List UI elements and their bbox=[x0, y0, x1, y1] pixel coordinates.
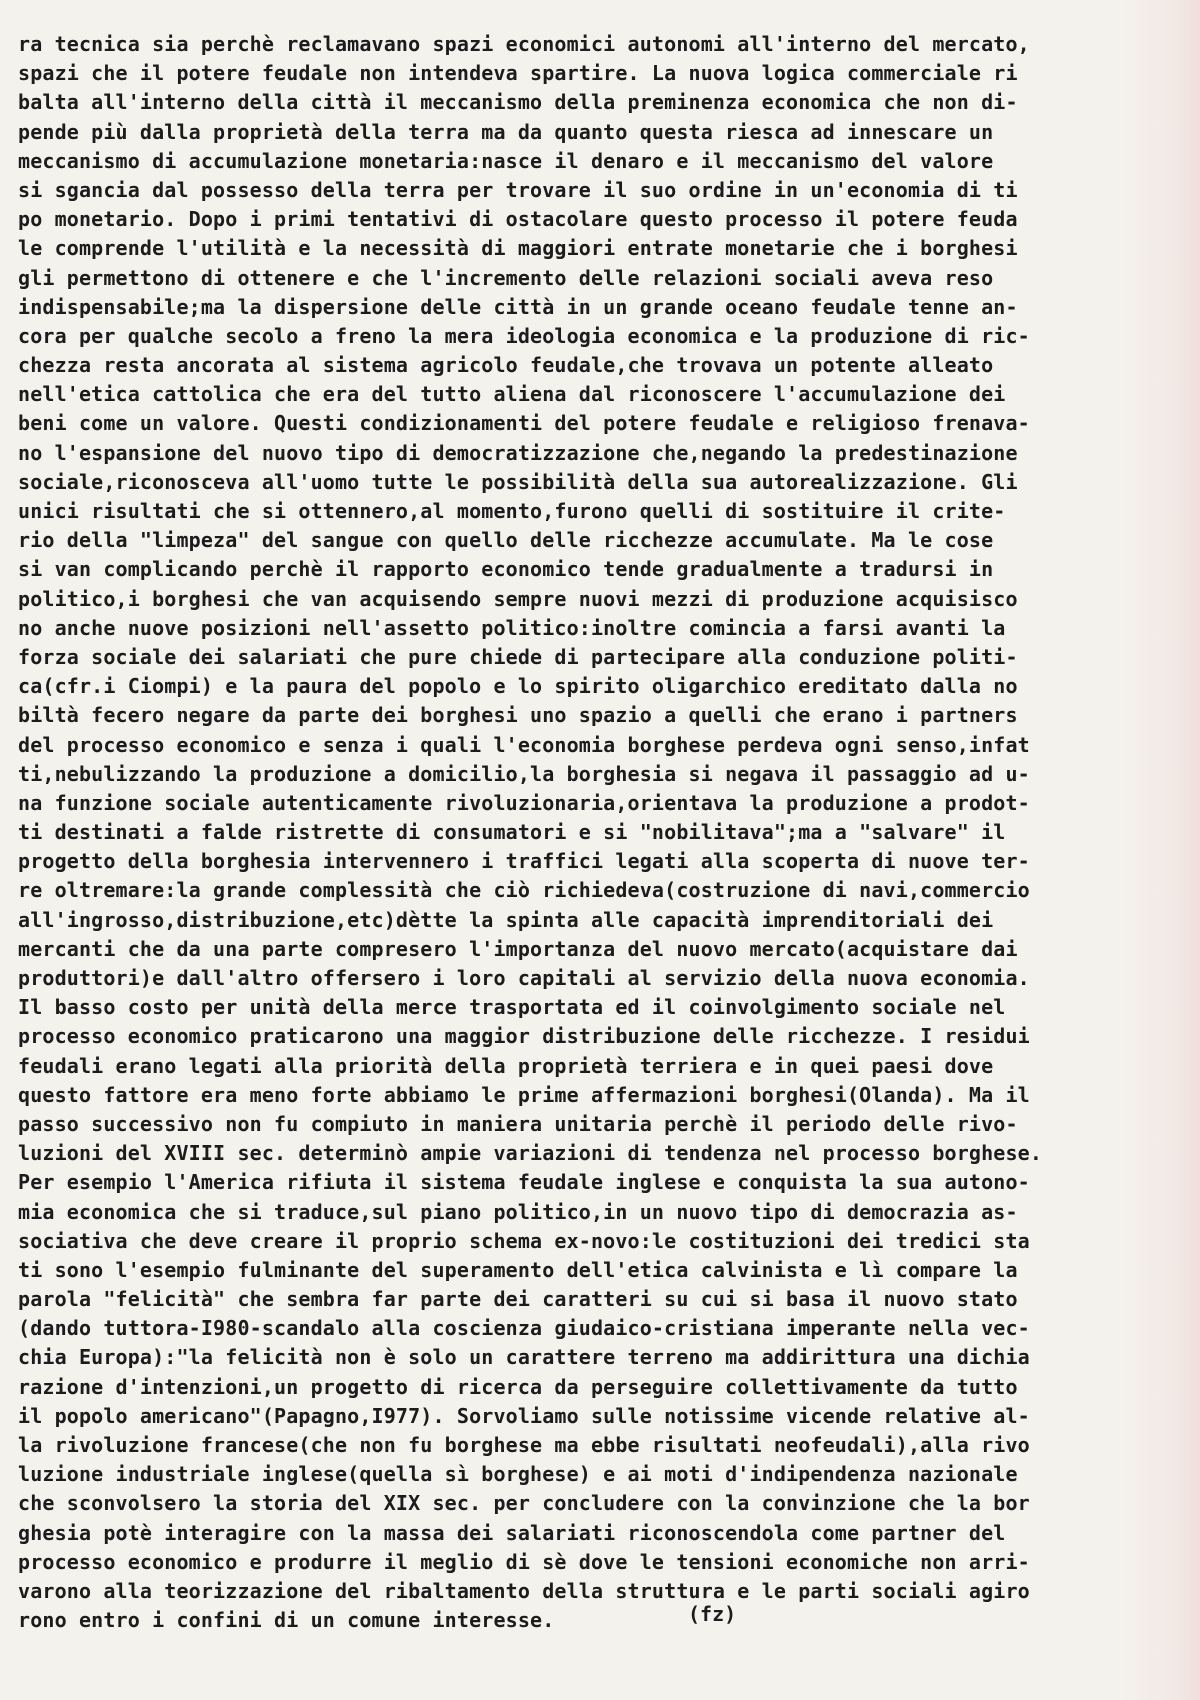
text-line: ti sono l'esempio fulminante del superamento dell'etica calvinista e lì compare la bbox=[18, 1257, 1018, 1282]
text-line: il popolo americano"(Papagno,I977). Sorvoliamo sulle notissime vicende relative al- bbox=[18, 1403, 1030, 1428]
text-line: luzioni del XVIII sec. determinò ampie variazioni di tendenza nel processo borghese. bbox=[18, 1141, 1043, 1166]
text-line: biltà fecero negare da parte dei borghesi uno spazio a quelli che erano i partners bbox=[18, 703, 1018, 728]
text-line: mia economica che si traduce,sul piano politico,in un nuovo tipo di democrazia as- bbox=[18, 1199, 1018, 1224]
text-line: no l'espansione del nuovo tipo di democratizzazione che,negando la predestinazione bbox=[18, 440, 1018, 465]
text-line: spazi che il potere feudale non intendeva spartire. La nuova logica commerciale ri bbox=[18, 61, 1018, 86]
text-line: (dando tuttora-I980-scandalo alla coscienza giudaico-cristiana imperante nella vec- bbox=[18, 1316, 1030, 1341]
text-line: re oltremare:la grande complessità che ciò richiedeva(costruzione di navi,commercio bbox=[18, 878, 1030, 903]
text-line: questo fattore era meno forte abbiamo le prime affermazioni borghesi(Olanda). Ma il bbox=[18, 1082, 1030, 1107]
text-line: rono entro i confini di un comune interesse. bbox=[18, 1608, 555, 1633]
text-line: Per esempio l'America rifiuta il sistema feudale inglese e conquista la sua autono- bbox=[18, 1170, 1030, 1195]
text-line: pende più dalla proprietà della terra ma da quanto questa riesca ad innescare un bbox=[18, 119, 994, 144]
text-line: ca(cfr.i Ciompi) e la paura del popolo e lo spirito oligarchico ereditato dalla no bbox=[18, 674, 1018, 699]
text-line: nell'etica cattolica che era del tutto aliena dal riconoscere l'accumulazione dei bbox=[18, 382, 1006, 407]
text-line: del processo economico e senza i quali l'economia borghese perdeva ogni senso,infat bbox=[18, 732, 1030, 757]
body-text bbox=[18, 30, 1098, 1635]
text-line: la rivoluzione francese(che non fu borghese ma ebbe risultati neofeudali),alla rivo bbox=[18, 1433, 1030, 1457]
text-line: varono alla teorizzazione del ribaltamento della struttura e le parti sociali agiro bbox=[18, 1578, 1030, 1603]
text-line: mercanti che da una parte compresero l'importanza del nuovo mercato(acquistare dai bbox=[18, 936, 1018, 961]
text-line: rio della "limpeza" del sangue con quello delle ricchezze accumulate. Ma le cose bbox=[18, 528, 994, 553]
text-line: produttori)e dall'altro offersero i loro capitali al servizio della nuova economia. bbox=[18, 966, 1030, 990]
text-line: sociativa che deve creare il proprio schema ex-novo:le costituzioni dei tredici sta bbox=[18, 1228, 1030, 1253]
author-initials: (fz) bbox=[688, 1602, 737, 1626]
text-line: all'ingrosso,distribuzione,etc)dètte la spinta alle capacità imprenditoriali dei bbox=[18, 907, 994, 932]
text-line: le comprende l'utilità e la necessità di maggiori entrate monetarie che i borghesi bbox=[18, 236, 1018, 261]
text-line: beni come un valore. Questi condizionamenti del potere feudale e religioso frenava- bbox=[18, 411, 1030, 436]
text-line: parola "felicità" che sembra far parte dei caratteri su cui si basa il nuovo stato bbox=[18, 1287, 1018, 1312]
text-line: po monetario. Dopo i primi tentativi di ostacolare questo processo il potere feuda bbox=[18, 207, 1018, 232]
text-line: passo successivo non fu compiuto in maniera unitaria perchè il periodo delle rivo- bbox=[18, 1111, 1018, 1136]
text-line: progetto della borghesia intervennero i traffici legati alla scoperta di nuove ter- bbox=[18, 849, 1030, 874]
text-line: Il basso costo per unità della merce trasportata ed il coinvolgimento sociale nel bbox=[18, 995, 1006, 1020]
text-line: si sgancia dal possesso della terra per trovare il suo ordine in un'economia di ti bbox=[18, 177, 1018, 202]
text-line: politico,i borghesi che van acquisendo sempre nuovi mezzi di produzione acquisisco bbox=[18, 586, 1018, 611]
text-line: meccanismo di accumulazione monetaria:nasce il denaro e il meccanismo del valore bbox=[18, 148, 994, 173]
text-line: unici risultati che si ottennero,al momento,furono quelli di sostituire il crite- bbox=[18, 499, 1006, 523]
text-line: che sconvolsero la storia del XIX sec. per concludere con la convinzione che la bor bbox=[18, 1491, 1030, 1516]
text-line: razione d'intenzioni,un progetto di ricerca da perseguire collettivamente da tutto bbox=[18, 1374, 1018, 1399]
text-line: processo economico e produrre il meglio di sè dove le tensioni economiche non arri- bbox=[18, 1549, 1030, 1574]
text-line: ghesia potè interagire con la massa dei salariati riconoscendola come partner del bbox=[18, 1520, 1006, 1545]
text-line: feudali erano legati alla priorità della proprietà terriera e in quei paesi dove bbox=[18, 1053, 994, 1078]
text-line: na funzione sociale autenticamente rivoluzionaria,orientava la produzione a prodot- bbox=[18, 790, 1030, 815]
text-line: indispensabile;ma la dispersione delle città in un grande oceano feudale tenne an- bbox=[18, 294, 1018, 319]
text-line: cora per qualche secolo a freno la mera ideologia economica e la produzione di ric- bbox=[18, 323, 1030, 348]
text-line: sociale,riconosceva all'uomo tutte le possibilità della sua autorealizzazione. Gli bbox=[18, 469, 1018, 494]
text-line: si van complicando perchè il rapporto economico tende gradualmente a tradursi in bbox=[18, 557, 994, 582]
text-line: forza sociale dei salariati che pure chiede di partecipare alla conduzione politi- bbox=[18, 644, 1018, 669]
text-line: ti,nebulizzando la produzione a domicilio,la borghesia si negava il passaggio ad u- bbox=[18, 761, 1030, 786]
text-line: ti destinati a falde ristrette di consumatori e si "nobilitava";ma a "salvare" il bbox=[18, 820, 1006, 845]
text-line: chezza resta ancorata al sistema agricolo feudale,che trovava un potente alleato bbox=[18, 353, 994, 378]
text-line: no anche nuove posizioni nell'assetto politico:inoltre comincia a farsi avanti la bbox=[18, 615, 1006, 640]
text-line: balta all'interno della città il meccanismo della preminenza economica che non di- bbox=[18, 90, 1018, 115]
text-line: luzione industriale inglese(quella sì borghese) e ai moti d'indipendenza nazionale bbox=[18, 1462, 1018, 1487]
text-line: processo economico praticarono una maggior distribuzione delle ricchezze. I residui bbox=[18, 1024, 1030, 1049]
text-line: gli permettono di ottenere e che l'incremento delle relazioni sociali aveva reso bbox=[18, 265, 994, 290]
paper-edge-stain bbox=[1120, 0, 1200, 1700]
text-line: chia Europa):"la felicità non è solo un carattere terreno ma addirittura una dichia bbox=[18, 1345, 1030, 1370]
text-line: ra tecnica sia perchè reclamavano spazi economici autonomi all'interno del mercato, bbox=[18, 32, 1030, 56]
